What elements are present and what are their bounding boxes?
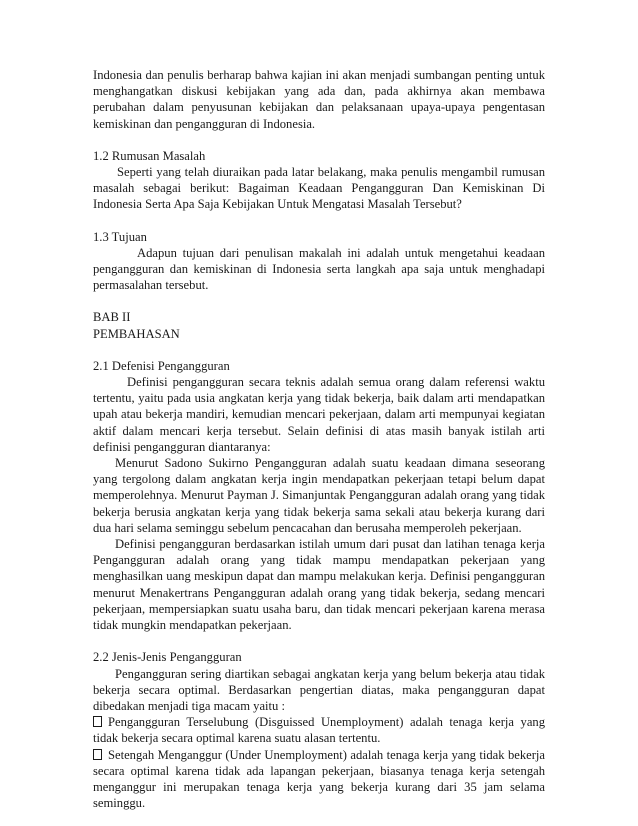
section-heading-rumusan: 1.2 Rumusan Masalah xyxy=(93,148,206,163)
section-heading-tujuan: 1.3 Tujuan xyxy=(93,229,147,244)
list-item-text: Pengangguran Terselubung (Disguissed Unemployment) adalah tenaga kerja yang tidak bekerja secara optimal karena suatu alasan tertentu. xyxy=(93,715,545,746)
chapter-title: PEMBAHASAN xyxy=(93,326,180,341)
tujuan-paragraph: Adapun tujuan dari penulisan makalah ini adalah untuk mengetahui keadaan pengangguran dan kemiskinan di Indonesia serta langkah apa saja untuk menghadapi permasalahan tersebut. xyxy=(93,245,545,293)
definisi-paragraph-1: Definisi pengangguran secara teknis adalah semua orang dalam referensi waktu tertentu, yaitu pada usia angkatan kerja yang tidak bekerja, baik dalam arti mendapatkan upah atau bekerja mandiri, kemudian mencari pekerjaan, dalam arti mempunyai kegiatan aktif dalam mencari kerja tersebut. Selain definisi di atas masih banyak istilah arti definisi pengangguran diantaranya: xyxy=(93,375,545,454)
checkbox-bullet-icon xyxy=(93,716,102,727)
jenis-paragraph: Pengangguran sering diartikan sebagai angkatan kerja yang belum bekerja atau tidak bekerja secara optimal. Berdasarkan pengertian diatas, maka pengangguran dapat dibedakan menjadi tiga macam yaitu : xyxy=(93,666,545,713)
chapter-number: BAB II xyxy=(93,310,131,325)
list-item-text: Setengah Menganggur (Under Unemployment) adalah tenaga kerja yang tidak bekerja secara optimal karena tidak ada lapangan pekerjaan, biasanya tenaga kerja setengah menganggur ini merupakan tenaga kerja yang bekerja kurang dari 35 jam selama seminggu. xyxy=(93,747,545,811)
list-item xyxy=(93,714,545,746)
document-page xyxy=(93,67,545,811)
definisi-paragraph-3: Definisi pengangguran berdasarkan istilah umum dari pusat dan latihan tenaga kerja Pengangguran adalah orang yang tidak mampu mendapatkan pekerjaan yang menghasilkan uang meskipun dapat dan mampu melakukan kerja. Definisi pengangguran menurut Menakertrans Pengangguran adalah orang yang tidak bekerja, sedang mencari pekerjaan, mempersiapkan suatu usaha baru, dan tidak mencari pekerjaan karena merasa tidak mungkin mendapatkan pekerjaan. xyxy=(93,537,545,633)
checkbox-bullet-icon xyxy=(93,749,102,760)
rumusan-paragraph: Seperti yang telah diuraikan pada latar belakang, maka penulis mengambil rumusan masalah sebagai berikut: Bagaiman Keadaan Pengangguran Dan Kemiskinan Di Indonesia Serta Apa Saja Kebijakan Untuk Mengatasi Masalah Tersebut? xyxy=(93,165,545,212)
list-item xyxy=(93,747,545,812)
definisi-paragraph-2: Menurut Sadono Sukirno Pengangguran adalah suatu keadaan dimana seseorang yang tergolong dalam angkatan kerja ingin mendapatkan pekerjaan tetapi belum dapat memperolehnya. Menurut Payman J. Simanjuntak Pengangguran adalah orang yang tidak bekerja berusia angkatan kerja yang tidak bekerja sama sekali atau bekerja kurang dari dua hari selama seminggu sebelum pencacahan dan berusaha memperoleh pekerjaan. xyxy=(93,456,545,535)
section-heading-definisi: 2.1 Defenisi Pengangguran xyxy=(93,358,230,373)
intro-paragraph: Indonesia dan penulis berharap bahwa kajian ini akan menjadi sumbangan penting untuk menghangatkan diskusi kebijakan yang ada dan, pada akhirnya akan membawa perubahan dalam penyusunan kebijakan dan pelaksanaan upaya-upaya pengentasan kemiskinan dan pengangguran di Indonesia. xyxy=(93,68,545,131)
section-heading-jenis: 2.2 Jenis-Jenis Pengangguran xyxy=(93,650,242,665)
